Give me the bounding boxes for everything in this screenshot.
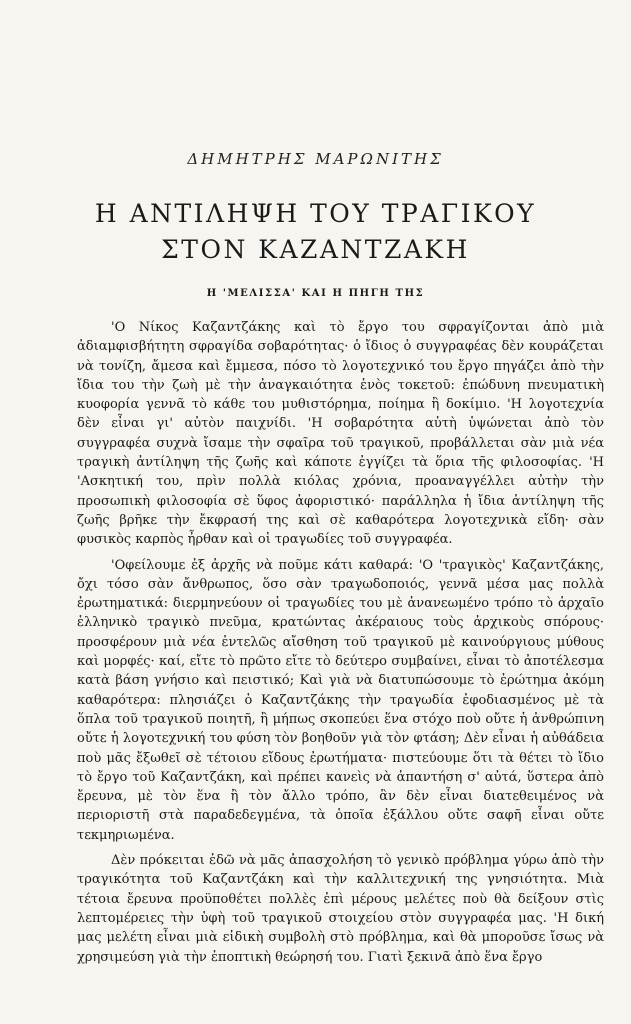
paragraph-2: 'Οφείλουμε ἐξ ἀρχῆς νὰ ποῦμε κάτι καθαρά: 'Ο 'τραγικὸς' Καζαντζάκης, ὄχι τόσο σὰν ἄνθρωπος, ὅσο σὰν τραγωδοποιός, γεννᾶ μέσα μας πολλὰ ἐρωτηματικά: διερμηνεύουν οἱ τραγωδίες του μὲ ἀνανεωμένο τρόπο τὸ ἀρχαῖο ἑλληνικὸ τραγικὸ πνεῦμα, κρατώντας ἀκέραιους τοὺς ἀρχικοὺς σπόρους· προσφέρουν μιὰ νέα ἐντελῶς αἴσθηση τοῦ τραγικοῦ μὲ καινούργιους μύθους καὶ μορφές· καί, εἴτε τὸ πρῶτο εἴτε τὸ δεύτερο συμβαίνει, εἶναι τὸ ἀποτέλεσμα κατὰ βάση γνήσιο καὶ πειστικό; Καὶ γιὰ νὰ διατυπώσουμε τὸ ἐρώτημα ἀκόμη καθαρότερα: πλησιάζει ὁ Καζαντζάκης τὴν τραγωδία ἐφοδιασμένος μὲ τὰ ὅπλα τοῦ τραγικοῦ ποιητῆ, ἢ μήπως σκοπεύει ἕνα στόχο ποὺ οὔτε ἡ ἀνθρώπινη οὔτε ἡ λογοτεχνική του φύση τὸν βοηθοῦν γιὰ τὸν φτάση; Δὲν εἶναι ἡ αὐθάδεια ποὺ μᾶς ἔξωθεῖ σὲ τέτοιου εἴδους ἐρωτήματα· πιστεύουμε ὅτι τὰ θέτει τὸ ἴδιο τὸ ἔργο τοῦ Καζαντζάκη, καὶ πρέπει κανεὶς νὰ ἀπαντήση σ' αὐτά, ὕστερα ἀπὸ ἔρευνα, μὲ τὸν ἕνα ἢ τὸν ἄλλο τρόπο, ἂν δὲν εἶναι διατεθειμένος νὰ περιοριστῆ στὰ παραδεδεγμένα, τὰ ὁποῖα ἐξάλλου οὔτε σαφῆ εἶναι οὔτε τεκμηριωμένα. <box>77 557 604 843</box>
title-line-1: Η ΑΝΤΙΛΗΨΗ ΤΟΥ ΤΡΑΓΙΚΟΥ <box>94 199 537 228</box>
article-body <box>77 318 604 973</box>
article-title <box>0 196 631 268</box>
section-heading: Η 'ΜΕΛΙΣΣΑ' ΚΑΙ Η ΠΗΓΗ ΤΗΣ <box>206 288 425 299</box>
title-line-2: ΣΤΟΝ ΚΑΖΑΝΤΖΑΚΗ <box>161 235 470 264</box>
author-name: ΔΗΜΗΤΡΗΣ ΜΑΡΩΝΙΤΗΣ <box>187 150 444 168</box>
paragraph-1: 'Ο Νίκος Καζαντζάκης καὶ τὸ ἔργο του σφραγίζονται ἀπὸ μιὰ ἀδιαμφισβήτητη σφραγίδα σοβαρότητας· ὁ ἴδιος ὁ συγγραφέας δὲν κουράζεται νὰ τονίζη, ἄμεσα καὶ ἔμμεσα, πόσο τὸ λογοτεχνικό του ἔργο πηγάζει ἀπὸ τὴν ἴδια του τὴν ζωὴ μὲ τὴν ἀναγκαιότητα ἑνὸς τοκετοῦ: ἐπώδυνη πνευματικὴ κυοφορία γεννᾶ τὸ κάθε του μυθιστόρημα, ποίημα ἢ δοκίμιο. 'Η λογοτεχνία δὲν εἶναι γι' αὐτὸν παιχνίδι. 'Η σοβαρότητα αὐτὴ ὑψώνεται ἀπὸ τὸν συγγραφέα συχνὰ ἴσαμε τὴν σφαῖρα τοῦ τραγικοῦ, προβάλλεται σὰν μιὰ νέα τραγικὴ ἀντίληψη τῆς ζωῆς καὶ κάποτε ἐγγίζει τὰ ὅρια τῆς φιλοσοφίας. 'Η 'Ασκητική του, πρὶν πολλὰ κιόλας χρόνια, προαναγγέλλει αὐτὴν τὴν προσωπικὴ φιλοσοφία σὲ ὕφος ἀφοριστικό· παράλληλα ἡ ἴδια ἀντίληψη τῆς ζωῆς βρῆκε τὴν ἔκφρασή της καὶ σὲ καθαρότερα λογοτεχνικὰ εἴδη· σὰν φυσικὸς καρπὸς ἦρθαν καὶ οἱ τραγωδίες τοῦ συγγραφέα. <box>77 320 604 548</box>
paragraph-3: Δὲν πρόκειται ἐδῶ νὰ μᾶς ἀπασχολήση τὸ γενικὸ πρόβλημα γύρω ἀπὸ τὴν τραγικότητα τοῦ Καζαντζάκη καὶ τὴν καλλιτεχνική της γνησιότητα. Μιὰ τέτοια ἔρευνα προϋποθέτει πολλὲς ἐπὶ μέρους μελέτες ποὺ θὰ δείξουν στὶς λεπτομέρειες τὴν ὑφὴ τοῦ τραγικοῦ στοιχείου στὸν συγγραφέα μας. 'Η δική μας μελέτη εἶναι μιὰ εἰδικὴ συμβολὴ στὸ πρόβλημα, καὶ θὰ μποροῦσε ἴσως νὰ χρησιμεύση γιὰ τὴν ἐποπτικὴ θεώρησή του. Γιατὶ ξεκινᾶ ἀπὸ ἕνα ἔργο <box>77 853 604 965</box>
